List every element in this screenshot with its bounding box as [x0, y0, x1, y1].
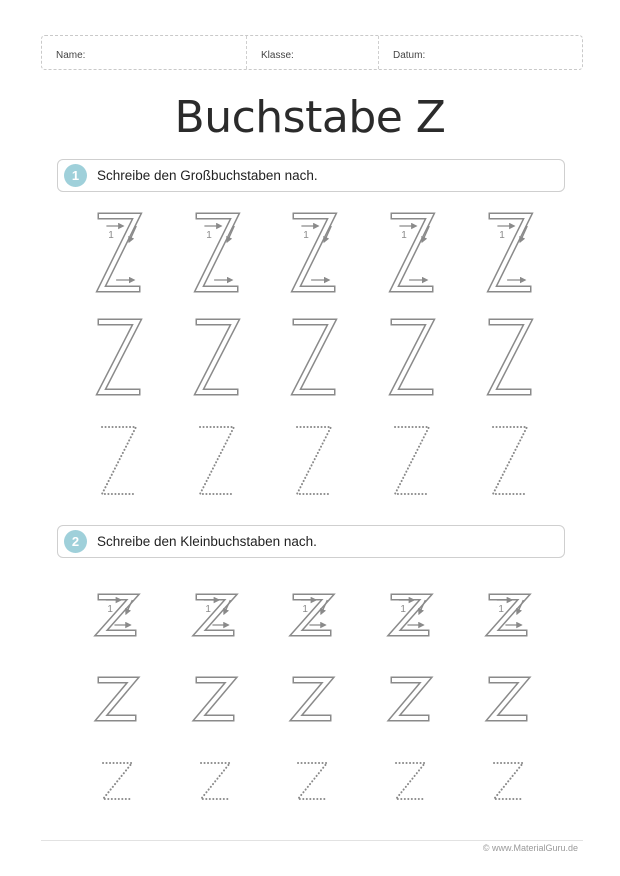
lowercase-z-guided-4: [394, 597, 426, 633]
uppercase-z-guided-2: [199, 216, 235, 289]
task-1-number-badge: 1: [64, 164, 87, 187]
page-title: Buchstabe Z: [174, 92, 446, 143]
uppercase-z-dotted-4: [395, 427, 429, 494]
lowercase-z-dotted-4: [396, 763, 425, 799]
uppercase-z-guided-1: [101, 216, 137, 289]
footer-divider: [41, 840, 583, 841]
lowercase-z-dotted-2: [201, 763, 230, 799]
stroke-order-number: 1: [400, 604, 406, 615]
uppercase-z-dotted-3: [297, 427, 331, 494]
uppercase-z-guided-3: [296, 216, 332, 289]
stroke-order-number: 1: [205, 604, 211, 615]
uppercase-z-outline-5: [492, 322, 528, 392]
lowercase-z-dotted-5: [494, 763, 523, 799]
task-2-instruction: Schreibe den Kleinbuchstaben nach.: [97, 534, 317, 549]
stroke-order-number: 1: [498, 604, 504, 615]
task-2-number-badge: 2: [64, 530, 87, 553]
lowercase-z-outline-5: [492, 680, 524, 718]
uppercase-z-outline-4: [394, 322, 430, 392]
stroke-order-number: 1: [302, 604, 308, 615]
uppercase-z-guided-5: [492, 216, 528, 289]
lowercase-z-dotted-3: [298, 763, 327, 799]
lowercase-z-outline-1: [101, 680, 133, 718]
name-label: Name:: [56, 50, 86, 61]
uppercase-z-dotted-1: [102, 427, 136, 494]
uppercase-z-dotted-2: [200, 427, 234, 494]
lowercase-z-outline-3: [296, 680, 328, 718]
uppercase-z-outline-1: [101, 322, 137, 392]
lowercase-z-outline-4: [394, 680, 426, 718]
stroke-order-number: 1: [499, 230, 505, 241]
uppercase-z-outline-3: [296, 322, 332, 392]
klasse-label: Klasse:: [261, 50, 294, 61]
datum-label: Datum:: [393, 50, 426, 61]
stroke-order-number: 1: [107, 604, 113, 615]
task-1-instruction: Schreibe den Großbuchstaben nach.: [97, 168, 318, 183]
lowercase-z-guided-5: [492, 597, 524, 633]
uppercase-z-guided-4: [394, 216, 430, 289]
uppercase-z-dotted-5: [493, 427, 527, 494]
stroke-order-number: 1: [401, 230, 407, 241]
uppercase-z-outline-2: [199, 322, 235, 392]
stroke-order-number: 1: [108, 230, 114, 241]
stroke-order-number: 1: [206, 230, 212, 241]
footer-copyright: © www.MaterialGuru.de: [482, 843, 578, 853]
stroke-order-number: 1: [303, 230, 309, 241]
lowercase-z-guided-1: [101, 597, 133, 633]
lowercase-z-dotted-1: [103, 763, 132, 799]
lowercase-z-guided-3: [296, 597, 328, 633]
lowercase-z-guided-2: [199, 597, 231, 633]
lowercase-z-outline-2: [199, 680, 231, 718]
